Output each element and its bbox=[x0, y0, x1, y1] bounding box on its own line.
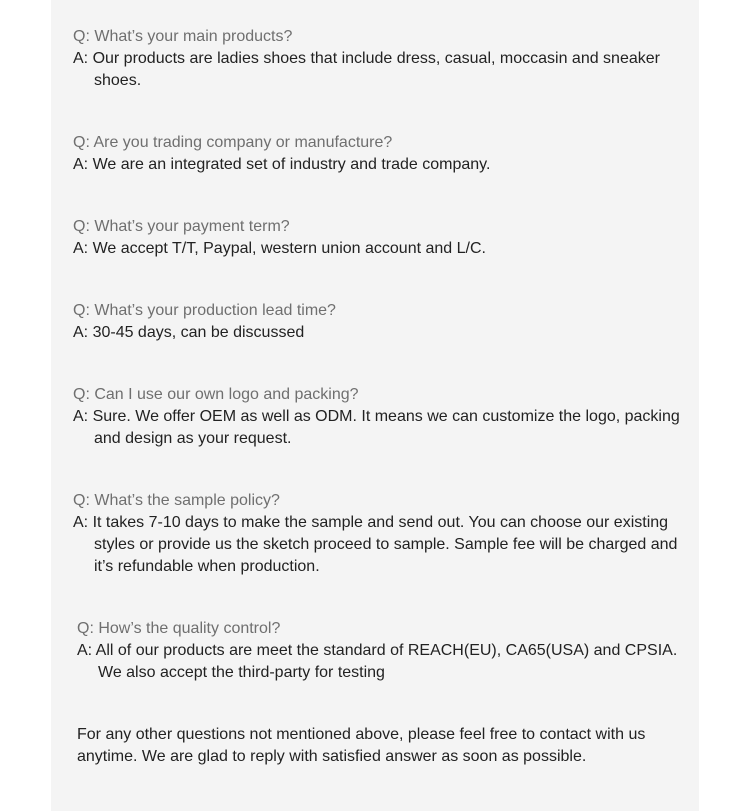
faq-answer: A: We accept T/T, Paypal, western union account and L/C. bbox=[73, 240, 486, 257]
faq-question: Q: What’s your payment term? bbox=[73, 218, 290, 235]
faq-item-payment-term bbox=[73, 216, 683, 260]
faq-item-main-products bbox=[73, 26, 683, 92]
closing-note: For any other questions not mentioned above, please feel free to contact with us anytime. We are glad to reply with satisfied answer as soon as possible. bbox=[77, 726, 646, 765]
faq-question: Q: What’s your main products? bbox=[73, 28, 293, 45]
faq-answer: A: Sure. We offer OEM as well as ODM. It means we can customize the logo, packing and design as your request. bbox=[73, 408, 680, 447]
faq-item-sample-policy bbox=[73, 490, 683, 578]
faq-question: Q: Can I use our own logo and packing? bbox=[73, 386, 359, 403]
faq-item-lead-time bbox=[73, 300, 683, 344]
faq-question: Q: What’s the sample policy? bbox=[73, 492, 280, 509]
faq-item-quality-control bbox=[77, 618, 687, 684]
faq-question: Q: How’s the quality control? bbox=[77, 620, 281, 637]
faq-item-company-type bbox=[73, 132, 683, 176]
faq-question: Q: Are you trading company or manufacture? bbox=[73, 134, 393, 151]
faq-question: Q: What’s your production lead time? bbox=[73, 302, 336, 319]
faq-answer: A: Our products are ladies shoes that include dress, casual, moccasin and sneaker shoes. bbox=[73, 50, 660, 89]
faq-answer: A: It takes 7-10 days to make the sample and send out. You can choose our existing styles or provide us the sketch proceed to sample. Sample fee will be charged and it’s refundable when production. bbox=[73, 514, 678, 575]
faq-item-logo-packing bbox=[73, 384, 683, 450]
faq-answer: A: 30-45 days, can be discussed bbox=[73, 324, 305, 341]
faq-answer: A: We are an integrated set of industry and trade company. bbox=[73, 156, 491, 173]
faq-answer: A: All of our products are meet the standard of REACH(EU), CA65(USA) and CPSIA. We also accept the third-party for testing bbox=[77, 642, 678, 681]
